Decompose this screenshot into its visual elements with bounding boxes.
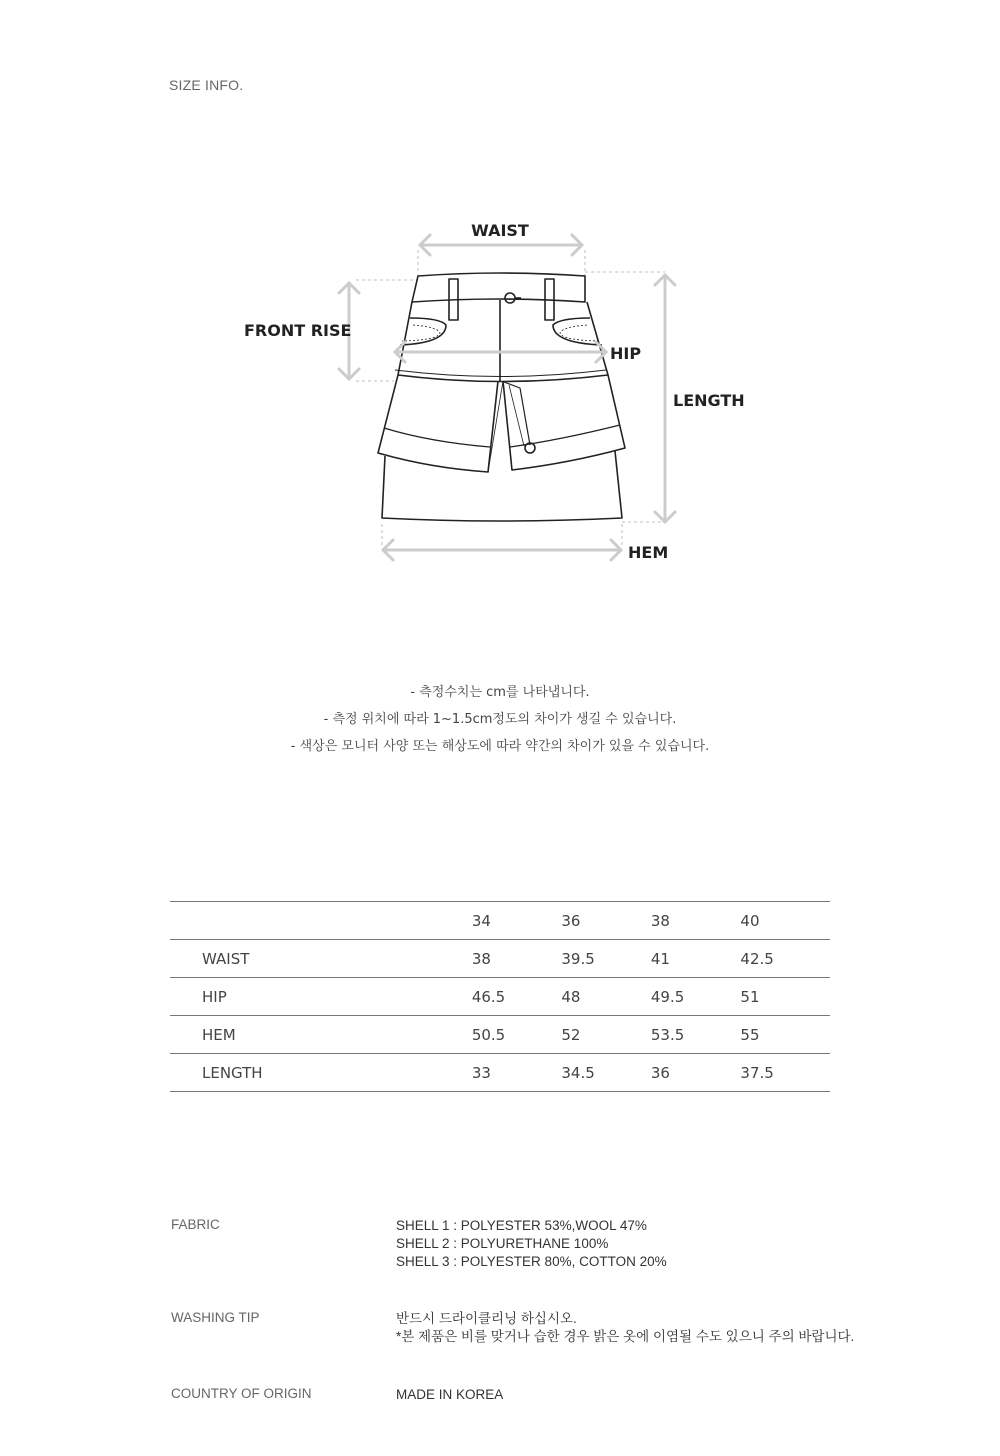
measurement-notes (0, 679, 1000, 760)
note-line: - 측정수치는 cm를 나타냅니다. (410, 685, 590, 700)
measurement-arrows (339, 235, 675, 560)
table-row (170, 978, 830, 1016)
washing-line: *본 제품은 비를 맞거나 습한 경우 밝은 옷에 이염될 수도 있으니 주의 바랍니다. (396, 1329, 855, 1344)
header-cell: 40 (740, 902, 830, 940)
fabric-line: SHELL 3 : POLYESTER 80%, COTTON 20% (396, 1254, 667, 1269)
table-cell: 33 (472, 1054, 562, 1092)
table-header-row (170, 902, 830, 940)
fabric-line: SHELL 1 : POLYESTER 53%,WOOL 47% (396, 1218, 647, 1233)
table-row (170, 1016, 830, 1054)
table-cell: 38 (472, 940, 562, 978)
table-cell: 41 (651, 940, 741, 978)
table-cell: 37.5 (740, 1054, 830, 1092)
waist-label: WAIST (471, 221, 529, 240)
table-row (170, 940, 830, 978)
row-label: LENGTH (170, 1054, 472, 1092)
origin-value: MADE IN KOREA (396, 1387, 504, 1402)
row-label: HEM (170, 1016, 472, 1054)
section-title: SIZE INFO. (169, 77, 244, 93)
table-cell: 39.5 (561, 940, 651, 978)
washing-line: 반드시 드라이클리닝 하십시오. (396, 1311, 577, 1326)
header-cell: 34 (472, 902, 562, 940)
origin-label: COUNTRY OF ORIGIN (171, 1386, 312, 1401)
size-table (170, 901, 830, 1092)
table-cell: 34.5 (561, 1054, 651, 1092)
hip-label: HIP (610, 344, 642, 363)
skirt-outline (378, 273, 625, 521)
table-cell: 49.5 (651, 978, 741, 1016)
table-cell: 46.5 (472, 978, 562, 1016)
table-cell: 42.5 (740, 940, 830, 978)
row-label: WAIST (170, 940, 472, 978)
front-rise-label: FRONT RISE (244, 321, 352, 340)
fabric-value (396, 1217, 916, 1271)
table-cell: 53.5 (651, 1016, 741, 1054)
hem-label: HEM (628, 543, 669, 562)
washing-label: WASHING TIP (171, 1310, 260, 1325)
header-cell (170, 902, 472, 940)
table-cell: 50.5 (472, 1016, 562, 1054)
row-label: HIP (170, 978, 472, 1016)
fabric-line: SHELL 2 : POLYURETHANE 100% (396, 1236, 609, 1251)
note-line: - 색상은 모니터 사양 또는 해상도에 따라 약간의 차이가 있을 수 있습니다. (290, 739, 710, 754)
note-line: - 측정 위치에 따라 1~1.5cm정도의 차이가 생길 수 있습니다. (323, 712, 677, 727)
table-row (170, 1054, 830, 1092)
fabric-label: FABRIC (171, 1217, 220, 1232)
header-cell: 38 (651, 902, 741, 940)
table-cell: 48 (561, 978, 651, 1016)
table-cell: 51 (740, 978, 830, 1016)
table-cell: 55 (740, 1016, 830, 1054)
guide-lines (356, 250, 665, 548)
header-cell: 36 (561, 902, 651, 940)
table-cell: 52 (561, 1016, 651, 1054)
skirt-measurement-diagram (0, 200, 1000, 580)
length-label: LENGTH (673, 391, 745, 410)
washing-value (396, 1310, 916, 1346)
table-cell: 36 (651, 1054, 741, 1092)
